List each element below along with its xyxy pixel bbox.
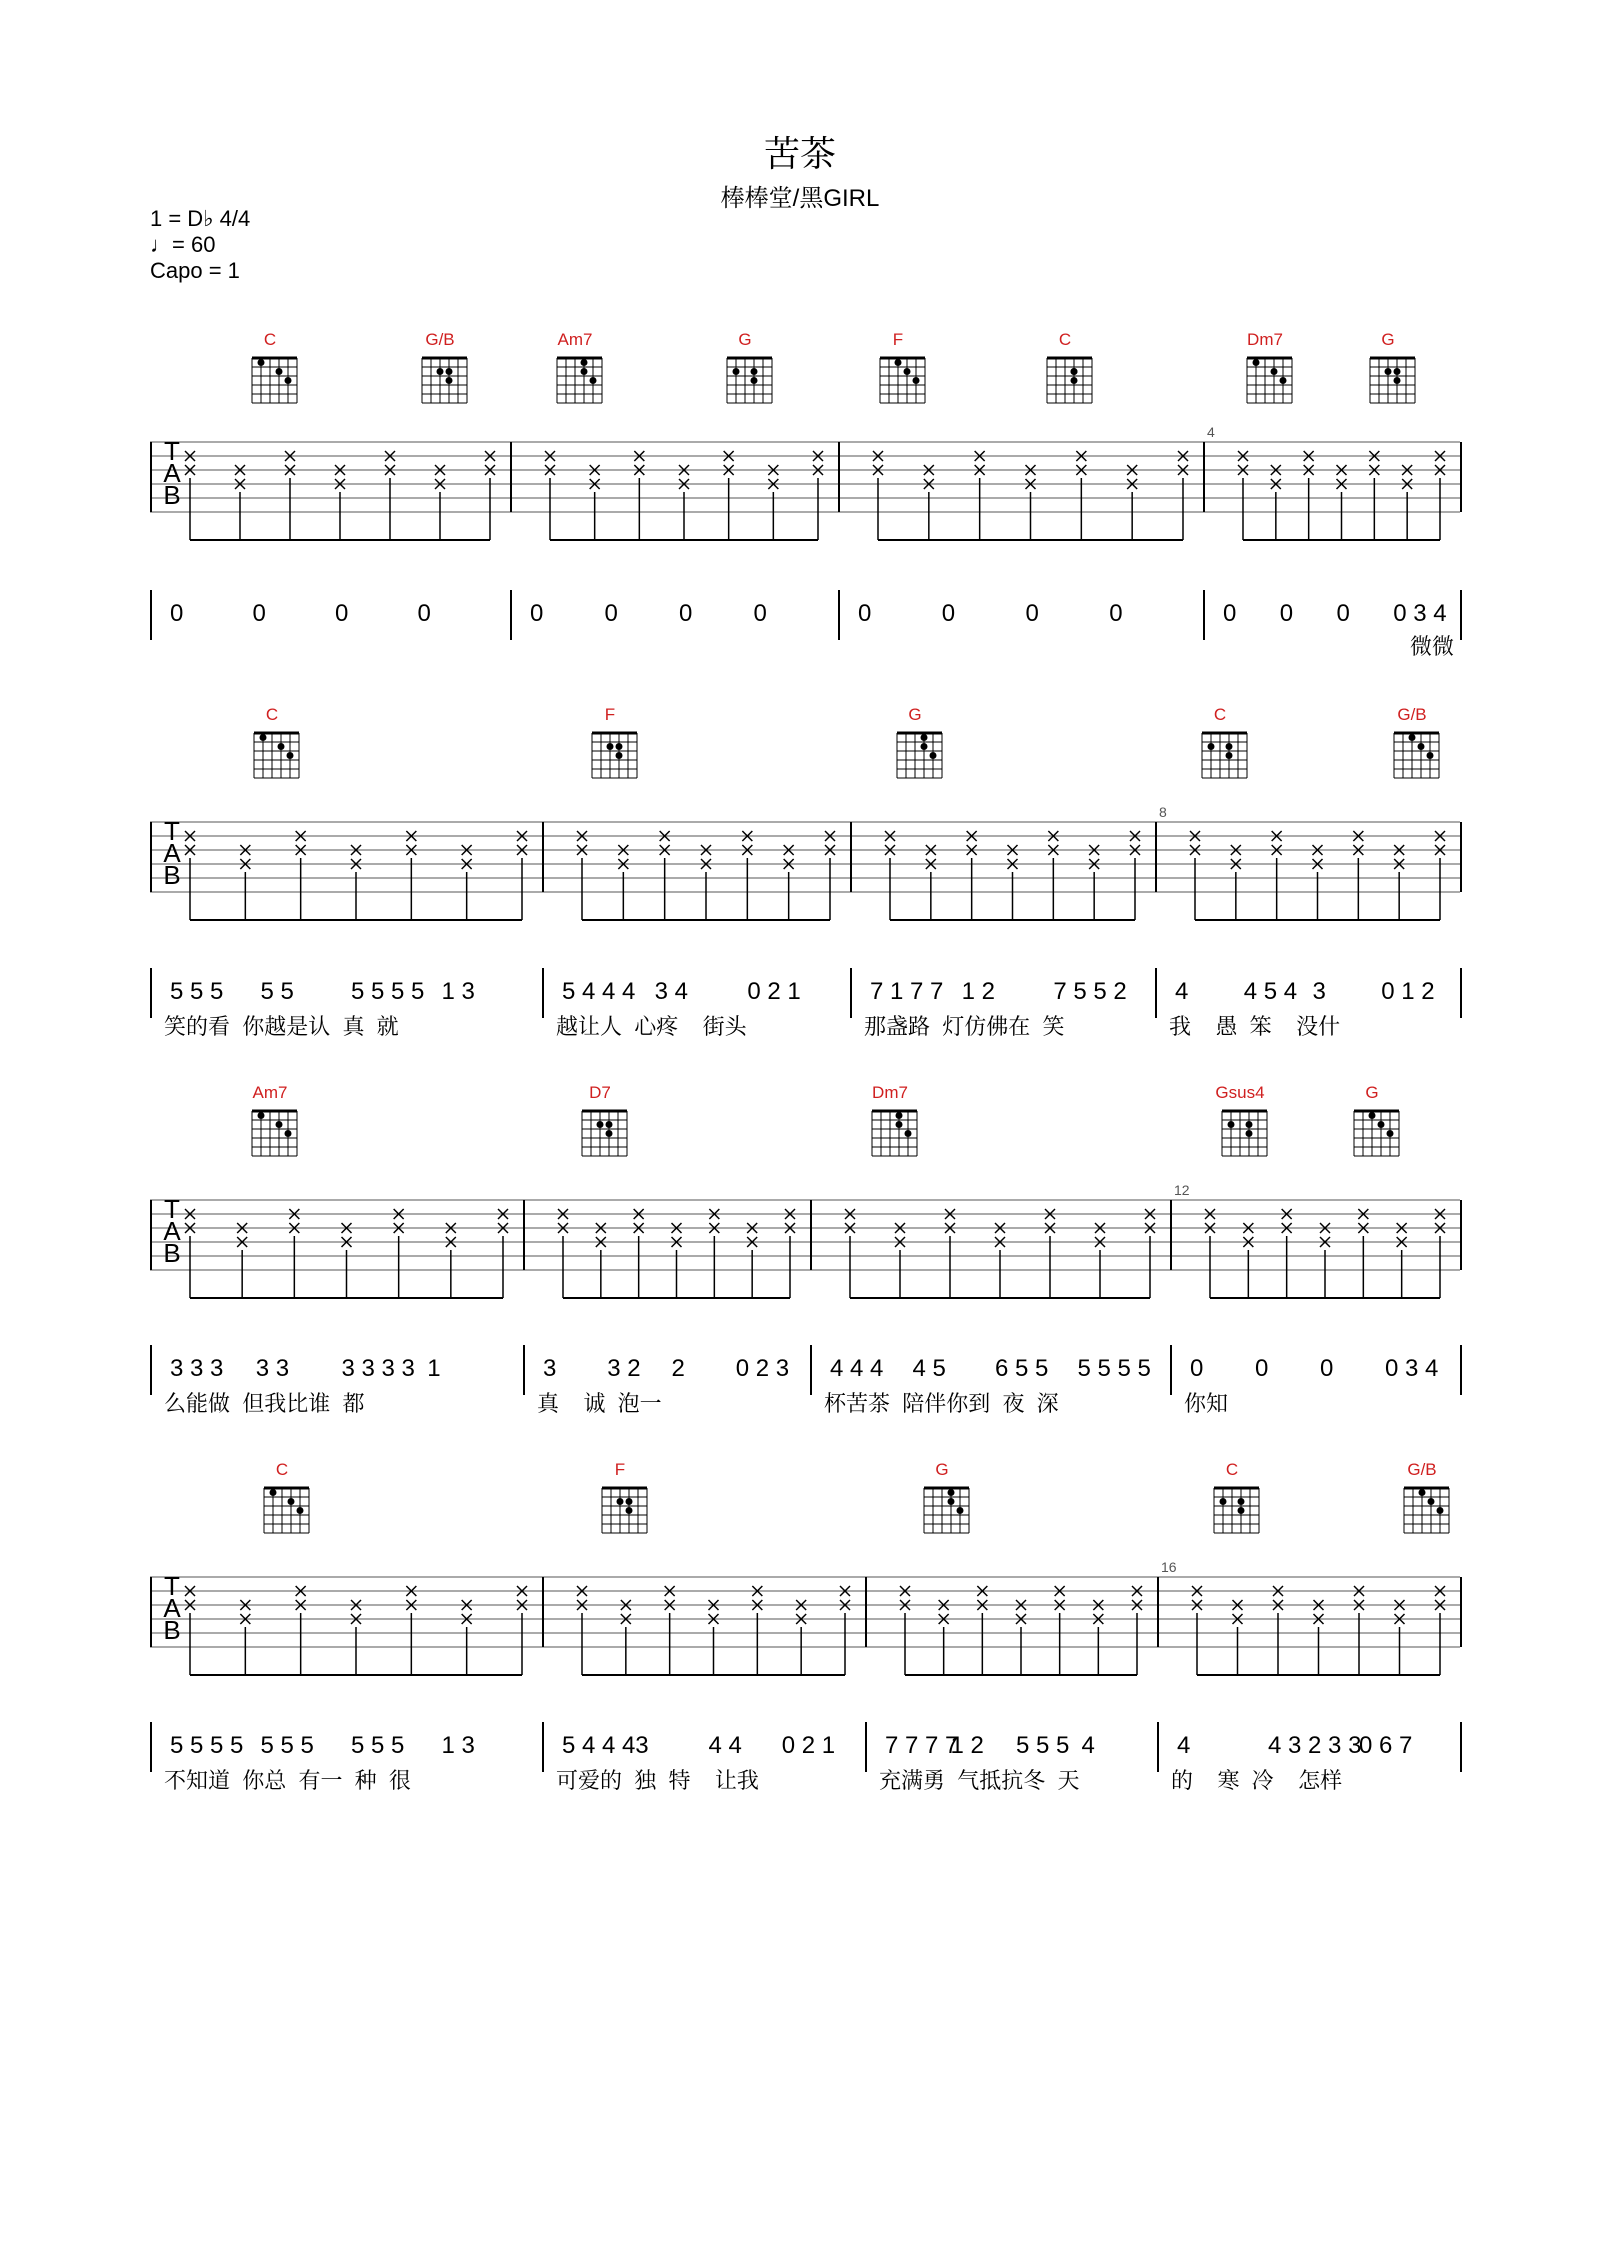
bar-number: 12 <box>1174 1182 1190 1198</box>
chord-grid-icon <box>723 350 779 410</box>
key-signature: 1 = D♭ 4/4 <box>150 206 251 231</box>
lyric-line: 微微 <box>1409 634 1454 659</box>
note-group: 0 <box>858 600 872 627</box>
note-group: 5 5 5 <box>351 1732 405 1759</box>
chord-name: G <box>908 705 922 724</box>
lyric-line: 么能做 但我比谁 都 <box>164 1391 365 1416</box>
notation-barline <box>1155 968 1157 1018</box>
chord-grid-icon <box>1043 350 1099 410</box>
note-group: 3 <box>635 1732 649 1759</box>
chord-grid-icon <box>1243 350 1299 410</box>
chord-name: C <box>1058 330 1072 349</box>
svg-text:A: A <box>163 458 181 488</box>
chord-name: G/B <box>1397 705 1427 724</box>
notation-barline <box>838 590 840 640</box>
note-group: 4 4 <box>708 1732 742 1759</box>
note-group: 5 5 5 <box>1016 1732 1070 1759</box>
note-group: 0 <box>1279 600 1294 627</box>
lyric-line: 越让人 心疼 街头 <box>556 1014 747 1039</box>
lyric-line: 杯苦茶 陪伴你到 夜 深 <box>824 1391 1059 1416</box>
note-group: 1 3 <box>441 1732 475 1759</box>
chord-grid-icon <box>876 350 932 410</box>
svg-text:A: A <box>163 1593 181 1623</box>
song-title: 苦茶 <box>763 133 836 174</box>
chord-name: C <box>265 705 279 724</box>
chord-name: Am7 <box>557 330 593 349</box>
note-group: 3 3 3 <box>170 1355 224 1382</box>
lyric-line: 那盏路 灯仿佛在 笑 <box>864 1014 1065 1039</box>
note-group: 5 5 5 <box>260 1732 314 1759</box>
svg-text:B: B <box>163 1615 181 1645</box>
chord-grid-icon <box>1198 725 1254 785</box>
note-group: 5 5 <box>260 978 294 1005</box>
note-group: 0 2 1 <box>747 978 801 1005</box>
svg-text:A: A <box>163 1216 181 1246</box>
chord-grid-icon <box>578 1103 634 1163</box>
note-group: 3 <box>1312 978 1326 1005</box>
notation-barline <box>542 1722 544 1772</box>
note-group: 5 4 4 4 <box>562 1732 636 1759</box>
chord-name: D7 <box>589 1083 611 1102</box>
note-group: 3 3 <box>255 1355 290 1382</box>
note-group: 7 1 7 7 <box>870 978 944 1005</box>
svg-text:T: T <box>164 816 180 846</box>
note-group: 1 2 <box>961 978 996 1005</box>
note-group: 0 1 2 <box>1381 978 1435 1005</box>
note-group: 5 5 5 <box>170 978 224 1005</box>
note-group: 3 <box>543 1355 557 1382</box>
bar-number: 4 <box>1207 424 1215 440</box>
notation-barline <box>1203 590 1205 640</box>
notation-barline <box>150 968 152 1018</box>
notation-barline <box>523 1345 525 1395</box>
notation-barline <box>850 968 852 1018</box>
chord-grid-icon <box>1218 1103 1274 1163</box>
notation-barline <box>1460 590 1462 640</box>
notation-barline <box>150 1345 152 1395</box>
chord-name: F <box>604 705 616 724</box>
notation-barline <box>1157 1722 1159 1772</box>
note-group: 0 2 3 <box>735 1355 790 1382</box>
chord-name: Am7 <box>252 1083 288 1102</box>
svg-text:B: B <box>163 1238 181 1268</box>
chord-name: C <box>275 1460 289 1479</box>
note-group: 4 5 <box>912 1355 946 1382</box>
note-group: 0 <box>530 600 544 627</box>
chord-grid-icon <box>248 350 304 410</box>
notation-barline <box>542 968 544 1018</box>
note-group: 7 5 5 2 <box>1053 978 1127 1005</box>
notation-barline <box>865 1722 867 1772</box>
notation-barline <box>810 1345 812 1395</box>
svg-text:A: A <box>163 838 181 868</box>
chord-grid-icon <box>893 725 949 785</box>
note-group: 3 3 3 3 <box>341 1355 415 1382</box>
note-group: 3 2 <box>607 1355 641 1382</box>
notation-barline <box>150 1722 152 1772</box>
chord-grid-icon <box>920 1480 976 1540</box>
note-group: 1 3 <box>441 978 475 1005</box>
chord-name: G <box>1365 1083 1379 1102</box>
chord-grid-icon <box>598 1480 654 1540</box>
lyric-line: 你知 <box>1184 1391 1229 1416</box>
note-group: 2 <box>671 1355 685 1382</box>
note-group: 0 <box>753 600 767 627</box>
note-group: 4 <box>1177 1732 1191 1759</box>
lyric-line: 我 愚 笨 没什 <box>1169 1014 1341 1039</box>
note-group: 0 <box>335 600 349 627</box>
chord-name: G <box>738 330 752 349</box>
chord-grid-icon <box>868 1103 924 1163</box>
chord-name: G/B <box>1407 1460 1437 1479</box>
bar-number: 8 <box>1159 804 1167 820</box>
chord-grid-icon <box>418 350 474 410</box>
note-group: 5 5 5 5 <box>1077 1355 1151 1382</box>
note-group: 0 3 4 <box>1393 600 1447 627</box>
note-group: 0 2 1 <box>781 1732 836 1759</box>
chord-name: C <box>1225 1460 1239 1479</box>
svg-text:T: T <box>164 1194 180 1224</box>
chord-grid-icon <box>260 1480 316 1540</box>
note-group: 5 4 4 4 <box>562 978 636 1005</box>
note-group: 7 7 7 7 <box>885 1732 959 1759</box>
svg-text:B: B <box>163 860 181 890</box>
chord-grid-icon <box>1350 1103 1406 1163</box>
note-group: 0 <box>1190 1355 1204 1382</box>
chord-name: Dm7 <box>1247 330 1283 349</box>
note-group: 1 <box>427 1355 441 1382</box>
chord-name: G/B <box>425 330 455 349</box>
note-group: 4 4 4 <box>830 1355 884 1382</box>
chord-grid-icon <box>1390 725 1446 785</box>
chord-grid-icon <box>1366 350 1422 410</box>
note-group: 0 <box>604 600 618 627</box>
lyric-line: 充满勇 气抵抗冬 天 <box>879 1768 1080 1793</box>
note-group: 0 <box>417 600 431 627</box>
note-group: 0 <box>1025 600 1039 627</box>
notation-barline <box>1170 1345 1172 1395</box>
svg-text:T: T <box>164 436 180 466</box>
bar-number: 16 <box>1161 1559 1177 1575</box>
chord-name: G <box>935 1460 949 1479</box>
lyric-line: 不知道 你总 有一 种 很 <box>164 1768 411 1793</box>
note-group: 0 6 7 <box>1359 1732 1413 1759</box>
note-group: 0 <box>1320 1355 1334 1382</box>
notation-barline <box>1460 1345 1462 1395</box>
note-group: 4 <box>1081 1732 1095 1759</box>
chord-grid-icon <box>250 725 306 785</box>
note-group: 5 5 5 5 <box>170 1732 244 1759</box>
notation-barline <box>510 590 512 640</box>
chord-name: Gsus4 <box>1215 1083 1265 1102</box>
note-group: 0 <box>941 600 956 627</box>
note-group: 0 3 4 <box>1385 1355 1439 1382</box>
chord-grid-icon <box>248 1103 304 1163</box>
svg-text:T: T <box>164 1571 180 1601</box>
note-group: 3 4 <box>654 978 689 1005</box>
note-group: 4 5 4 <box>1243 978 1298 1005</box>
chord-grid-icon <box>1210 1480 1266 1540</box>
chord-name: Dm7 <box>872 1083 908 1102</box>
note-group: 1 2 <box>950 1732 984 1759</box>
chord-grid-icon <box>588 725 644 785</box>
note-group: 4 <box>1175 978 1189 1005</box>
svg-text:B: B <box>163 480 181 510</box>
notation-barline <box>150 590 152 640</box>
chord-name: C <box>1213 705 1227 724</box>
chord-name: C <box>263 330 277 349</box>
note-group: 4 3 2 3 3 <box>1268 1732 1362 1759</box>
note-group: 0 <box>1255 1355 1269 1382</box>
lyric-line: 笑的看 你越是认 真 就 <box>164 1014 399 1039</box>
capo-marking: Capo = 1 <box>150 258 240 283</box>
chord-name: F <box>892 330 904 349</box>
notation-barline <box>1460 1722 1462 1772</box>
note-group: 6 5 5 <box>995 1355 1049 1382</box>
chord-grid-icon <box>1400 1480 1456 1540</box>
tempo-marking: ♩= 60 <box>150 232 216 257</box>
note-group: 0 <box>252 600 266 627</box>
lyric-line: 的 寒 冷 怎样 <box>1171 1768 1343 1793</box>
chord-name: F <box>614 1460 626 1479</box>
note-group: 5 5 5 5 <box>351 978 425 1005</box>
note-group: 0 <box>170 600 184 627</box>
chord-name: G <box>1381 330 1395 349</box>
note-group: 0 <box>1109 600 1123 627</box>
note-group: 0 <box>1223 600 1237 627</box>
note-group: 0 <box>679 600 693 627</box>
note-group: 0 <box>1336 600 1350 627</box>
song-artist: 棒棒堂/黑GIRL <box>720 185 880 212</box>
lyric-line: 真 诚 泡一 <box>537 1391 662 1416</box>
chord-grid-icon <box>553 350 609 410</box>
lyric-line: 可爱的 独 特 让我 <box>556 1768 759 1793</box>
notation-barline <box>1460 968 1462 1018</box>
